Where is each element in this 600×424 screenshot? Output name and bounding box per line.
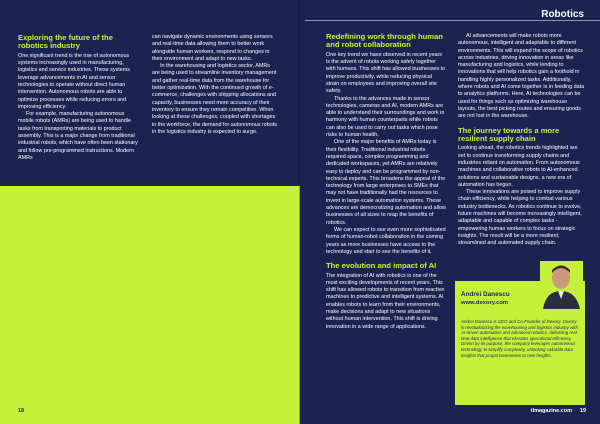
author-photo	[540, 261, 583, 309]
paragraph: The integration of AI with robotics is one of the most exciting developments of recent years. This shift has allowed robots to transition from reactive machines to predictive and intelligent systems. AI enables robots to learn from their environments, make decisions and adapt to new situations without human intervention. This shift is driving innovation in a wide range of applications.	[326, 272, 445, 330]
left-column-1	[18, 34, 140, 162]
left-column-2	[152, 34, 278, 136]
paragraph: One key trend we have observed in recent years is the advent of robots working safely together with humans. This shift has allowed businesses to improve productivity, while reducing physical strain on employees and improving overall site safety.	[326, 51, 446, 95]
paragraph: These innovations are poised to improve supply chain efficiency, while helping to combat various industry bottlenecks. As robotics continue to evolve, future machines will become increasingly intelligent, adaptable and capable of complex tasks - empowering human workers to focus on strategic insights. The result will be a more resilient, streamlined and automated supply chain.	[458, 189, 582, 247]
heading-supply-chain: The journey towards a more resilient supply chain	[458, 125, 560, 143]
paragraph: AI advancements will make robots more autonomous, intelligent and adaptable to different environments. This will expand the scope of robotics across industries, driving innovation in areas like manufacturing and logistics, while lending to innovations that will help robotics gain a foothold in handling highly personalized tasks. Additionally, where robots and AI come together is in feeding data to analytics platforms. Here, AI technologies can be used for things such as optimizing warehouse layouts, the best picking routes and ensuring goods are not lost in the warehouse.	[458, 33, 585, 120]
page-number-left: 18	[18, 408, 25, 414]
paragraph: Looking ahead, the robotics trends highlighted are set to continue transforming supply chains and industries reliant on automation. From autonomous machines and collaborative robots to AI-enhanced solutions and sustainable designs, a new era of automation has begun.	[458, 145, 580, 188]
right-column-2	[458, 33, 586, 248]
heading-future-robotics: Exploring the future of the robotics industry	[18, 33, 113, 51]
lime-band	[0, 186, 300, 424]
paragraph: Thanks to the advances made in sensor technologies, cameras and AI, modern AMRs are able to understand their surroundings and work in harmony with human counterparts while robots can also be used to carry out tasks which pose risks to human health.	[326, 95, 445, 139]
paragraph: For example, manufacturing autonomous mobile robots (AMRs) are being used to handle tasks from transporting materials to product assembly. This is a major change from traditional industrial robots, which have often been stationary and follow pre-programmed instructions. Modern AMRs	[18, 111, 138, 161]
right-column-1	[326, 33, 446, 331]
header-rule	[305, 20, 600, 21]
paragraph: One significant trend is the rise of autonomous systems increasingly used in manufacturing, logistics and service industries. These systems leverage advancements in AI and sensor technologies to operate without direct human intervention. Autonomous robots are able to optimize processes while reducing errors and improving efficiency.	[18, 52, 130, 110]
paragraph: One of the major benefits of AMRs today is their flexibility. Traditional industrial robots required space, complex programming and dedicated workspaces, yet AMRs are relatively easy to deploy and can be programmed by non-technical experts. This broadens the appeal of the technology from large enterprises to SMEs that may not have traditionally had the resources to invest in large-scale automation systems. These advances are democratizing automation and allow businesses of all sizes to reap the benefits of robotics.	[326, 139, 446, 226]
author-website[interactable]: www.dexory.com	[461, 300, 509, 306]
paragraph: In the warehousing and logistics sector, AMRs are being used to streamline inventory management and gather real-time data from the warehouse for better optimization. With the continued growth of e-commerce, challenges with shipping allocations and capacity, businesses need more accuracy of their inventory to ensure they remain competitive. When looking at these challenges, coupled with shortages in the workforce, the demand for autonomous robots in the logistics industry is expected to surge.	[152, 63, 277, 135]
footer-website[interactable]: tlmagazine.com	[530, 408, 572, 414]
author-bio: Andrei Danescu is CEO and Co-Founder of Dexory. Dexory is revolutionizing the warehousing and logistics industry with AI-driven automation and advanced robotics, delivering real-time data intelligence that elevates operational efficiency. Driven by its purpose, the company leverages autonomous technology to simplify complexity, unlocking valuable data insights that propel businesses to new heights.	[461, 319, 579, 358]
author-name: Andrei Danescu	[461, 291, 510, 298]
heading-ai-evolution: The evolution and impact of AI	[326, 261, 437, 271]
paragraph: We can expect to see even more sophisticated forms of human-robot collaboration in the coming years as more businesses have access to the technology and start to see the benefits of it.	[326, 226, 446, 255]
page-number-right: 19	[579, 408, 586, 414]
paragraph: can navigate dynamic environments using sensors and real-time data allowing them to better work alongside human workers, respond to changes in their environment and adapt to new tasks.	[152, 34, 273, 62]
heading-human-robot: Redefining work through human and robot collaboration	[326, 32, 443, 50]
author-box	[455, 281, 585, 405]
section-label: Robotics	[541, 9, 584, 20]
